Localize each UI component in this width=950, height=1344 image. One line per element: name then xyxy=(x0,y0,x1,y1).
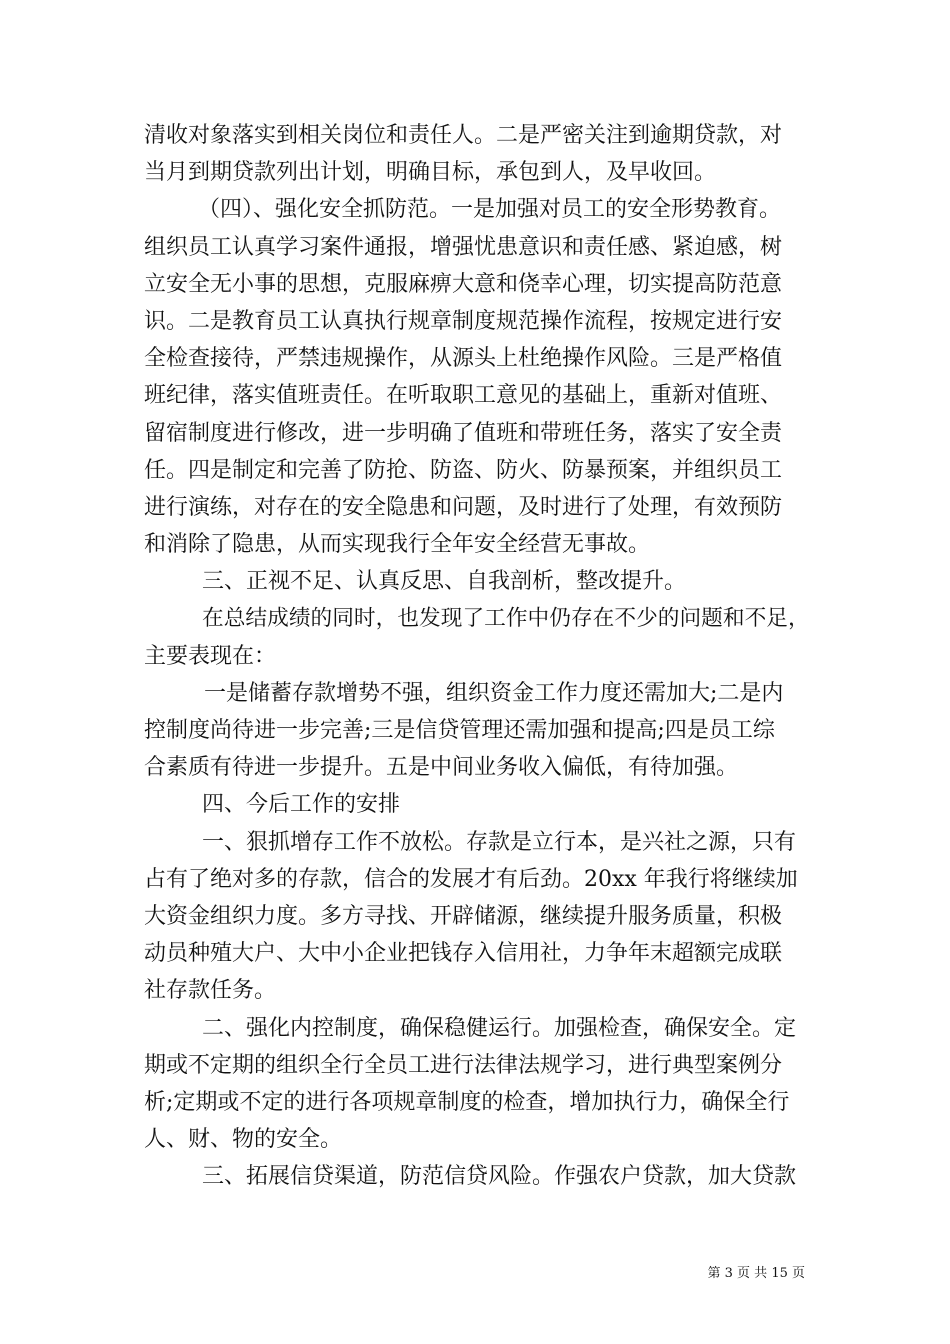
text-line: 析;定期或不定的进行各项规章制度的检查，增加执行力，确保全行 xyxy=(144,1089,790,1115)
text-line: 主要表现在： xyxy=(144,643,277,669)
text-line: （四）、强化安全抓防范。一是加强对员工的安全形势教育。 xyxy=(198,197,782,223)
text-line: 占有了绝对多的存款，信合的发展才有后劲。20xx 年我行将继续加 xyxy=(144,866,798,892)
text-line: 班纪律，落实值班责任。在听取职工意见的基础上，重新对值班、 xyxy=(144,383,783,409)
text-line: 一、狠抓增存工作不放松。存款是立行本，是兴社之源，只有 xyxy=(202,829,797,855)
text-line: 进行演练，对存在的安全隐患和问题，及时进行了处理，有效预防 xyxy=(144,494,783,520)
text-line: 三、正视不足、认真反思、自我剖析，整改提升。 xyxy=(202,569,687,595)
text-line: 全检查接待，严禁违规操作，从源头上杜绝操作风险。三是严格值 xyxy=(144,346,783,372)
page-number-footer: 第 3 页 共 15 页 xyxy=(707,1266,805,1281)
text-line: 社存款任务。 xyxy=(144,978,277,1004)
document-body xyxy=(144,117,810,1195)
text-line: 期或不定期的组织全行全员工进行法律法规学习，进行典型案例分 xyxy=(144,1052,783,1078)
text-line: 任。四是制定和完善了防抢、防盗、防火、防暴预案，并组织员工 xyxy=(144,457,783,483)
text-line: 识。二是教育员工认真执行规章制度规范操作流程，按规定进行安 xyxy=(144,308,783,334)
text-line: 大资金组织力度。多方寻找、开辟储源，继续提升服务质量，积极 xyxy=(144,903,783,929)
text-line: 一是储蓄存款增势不强，组织资金工作力度还需加大;二是内 xyxy=(204,680,784,706)
text-line: 当月到期贷款列出计划，明确目标，承包到人，及早收回。 xyxy=(144,160,717,186)
text-line: 和消除了隐患，从而实现我行全年安全经营无事故。 xyxy=(144,532,651,558)
text-line: 立安全无小事的思想，克服麻痹大意和侥幸心理，切实提高防范意 xyxy=(144,271,783,297)
text-line: 控制度尚待进一步完善;三是信贷管理还需加强和提高;四是员工综 xyxy=(144,718,775,743)
text-line: 人、财、物的安全。 xyxy=(144,1127,343,1153)
text-line: 组织员工认真学习案件通报，增强忧患意识和责任感、紧迫感，树 xyxy=(144,234,783,260)
text-line: 二、强化内控制度，确保稳健运行。加强检查，确保安全。定 xyxy=(202,1015,797,1041)
text-line: 三、拓展信贷渠道，防范信贷风险。作强农户贷款，加大贷款 xyxy=(202,1164,797,1190)
text-line: 清收对象落实到相关岗位和责任人。二是严密关注到逾期贷款，对 xyxy=(144,123,783,148)
text-line: 合素质有待进一步提升。五是中间业务收入偏低，有待加强。 xyxy=(144,755,739,781)
text-line: 留宿制度进行修改，进一步明确了值班和带班任务，落实了安全责 xyxy=(144,420,783,446)
text-line: 动员种殖大户、大中小企业把钱存入信用社，力争年末超额完成联 xyxy=(144,941,783,967)
text-line: 四、今后工作的安排 xyxy=(202,792,401,818)
text-line: 在总结成绩的同时，也发现了工作中仍存在不少的问题和不足， xyxy=(202,606,810,632)
